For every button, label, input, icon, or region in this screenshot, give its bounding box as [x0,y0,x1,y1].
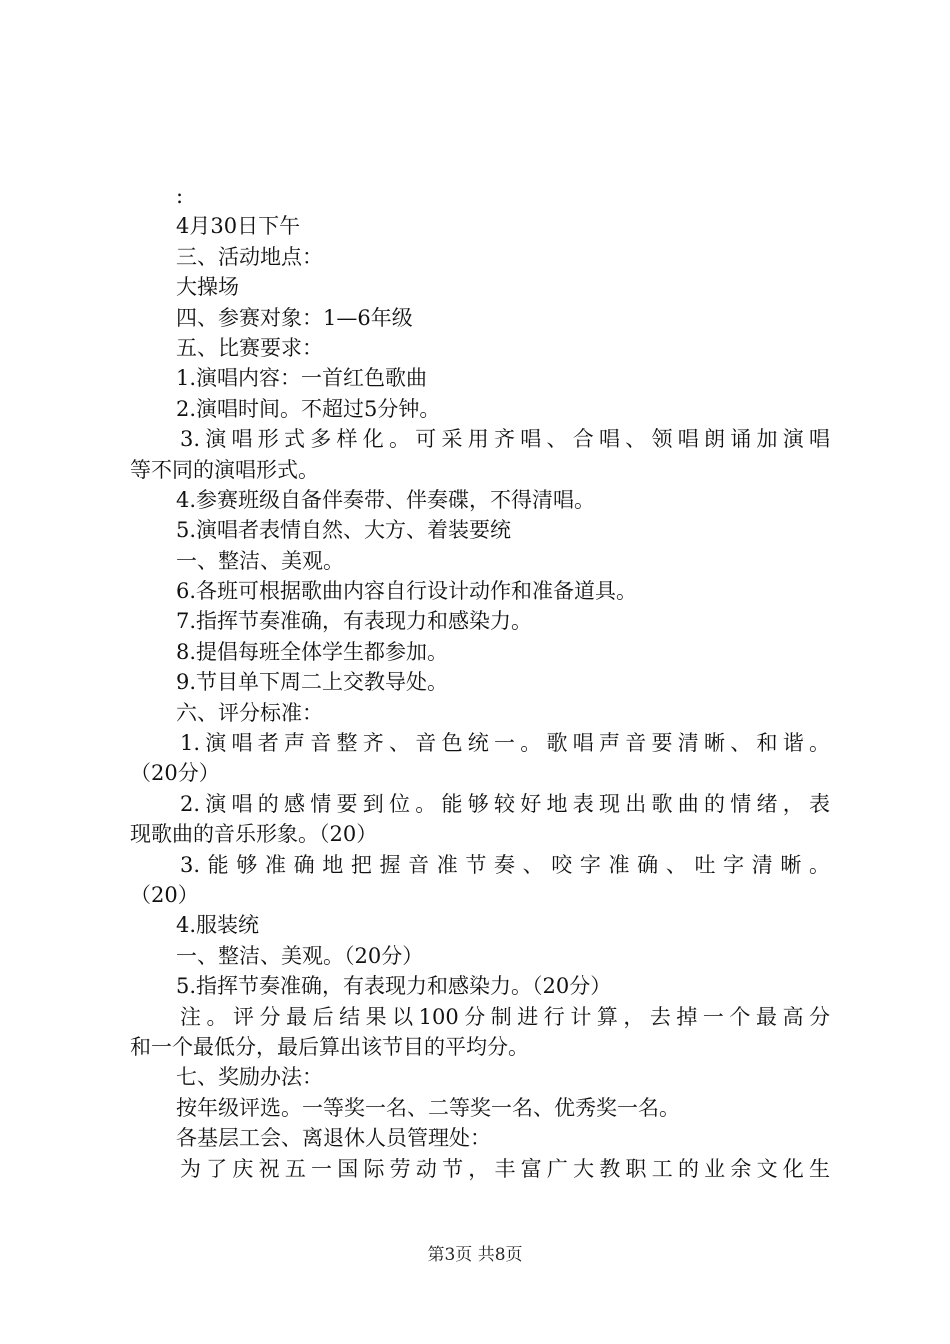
text-line: 一、整洁、美观。（20分） [176,943,424,968]
note-line: 注。评分最后结果以100分制进行计算，去掉一个最高分 [180,1004,830,1029]
section-heading: 六、评分标准： [176,700,323,725]
text-line: 为了庆祝五一国际劳动节，丰富广大教职工的业余文化生 [180,1156,830,1181]
list-item: 9.节目单下周二上交教导处。 [176,670,449,695]
list-item: 4.服装统 [176,913,260,938]
list-item: 1.演唱内容：一首红色歌曲 [176,366,428,391]
text-line: 4月30日下午 [176,214,301,239]
text-line: 现歌曲的音乐形象。（20） [130,822,378,847]
section-heading: 五、比赛要求： [176,335,323,360]
text-line: 各基层工会、离退休人员管理处： [176,1126,491,1151]
text-line: 等不同的演唱形式。 [130,457,319,482]
section-heading: 三、活动地点： [176,244,323,269]
page-footer: 第3页 共8页 [427,1245,523,1265]
document-body [130,181,830,1184]
section-heading: 四、参赛对象：1—6年级 [176,305,413,330]
text-line: 大操场 [176,275,239,300]
list-item: 3.能够准确地把握音准节奏、咬字准确、吐字清晰。 [180,852,830,877]
list-item: 2.演唱时间。不超过5分钟。 [176,396,441,421]
list-item: 6.各班可根据歌曲内容自行设计动作和准备道具。 [176,579,638,604]
section-heading: 七、奖励办法： [176,1065,323,1090]
text-line: 一、整洁、美观。 [176,548,344,573]
text-line: （20） [130,882,199,907]
text-line: : [176,184,184,208]
list-item: 7.指挥节奏准确，有表现力和感染力。 [176,609,533,634]
list-item: 5.指挥节奏准确，有表现力和感染力。（20分） [176,974,612,999]
list-item: 5.演唱者表情自然、大方、着装要统 [176,518,512,543]
list-item: 4.参赛班级自备伴奏带、伴奏碟，不得清唱。 [176,487,596,512]
list-item: 2.演唱的感情要到位。能够较好地表现出歌曲的情绪，表 [180,791,830,816]
text-line: 和一个最低分，最后算出该节目的平均分。 [130,1034,529,1059]
list-item: 1.演唱者声音整齐、音色统一。歌唱声音要清晰、和谐。 [180,731,830,756]
text-line: （20分） [130,761,220,786]
text-line: 按年级评选。一等奖一名、二等奖一名、优秀奖一名。 [176,1095,680,1120]
list-item: 8.提倡每班全体学生都参加。 [176,639,449,664]
list-item: 3.演唱形式多样化。可采用齐唱、合唱、领唱朗诵加演唱 [180,427,830,452]
